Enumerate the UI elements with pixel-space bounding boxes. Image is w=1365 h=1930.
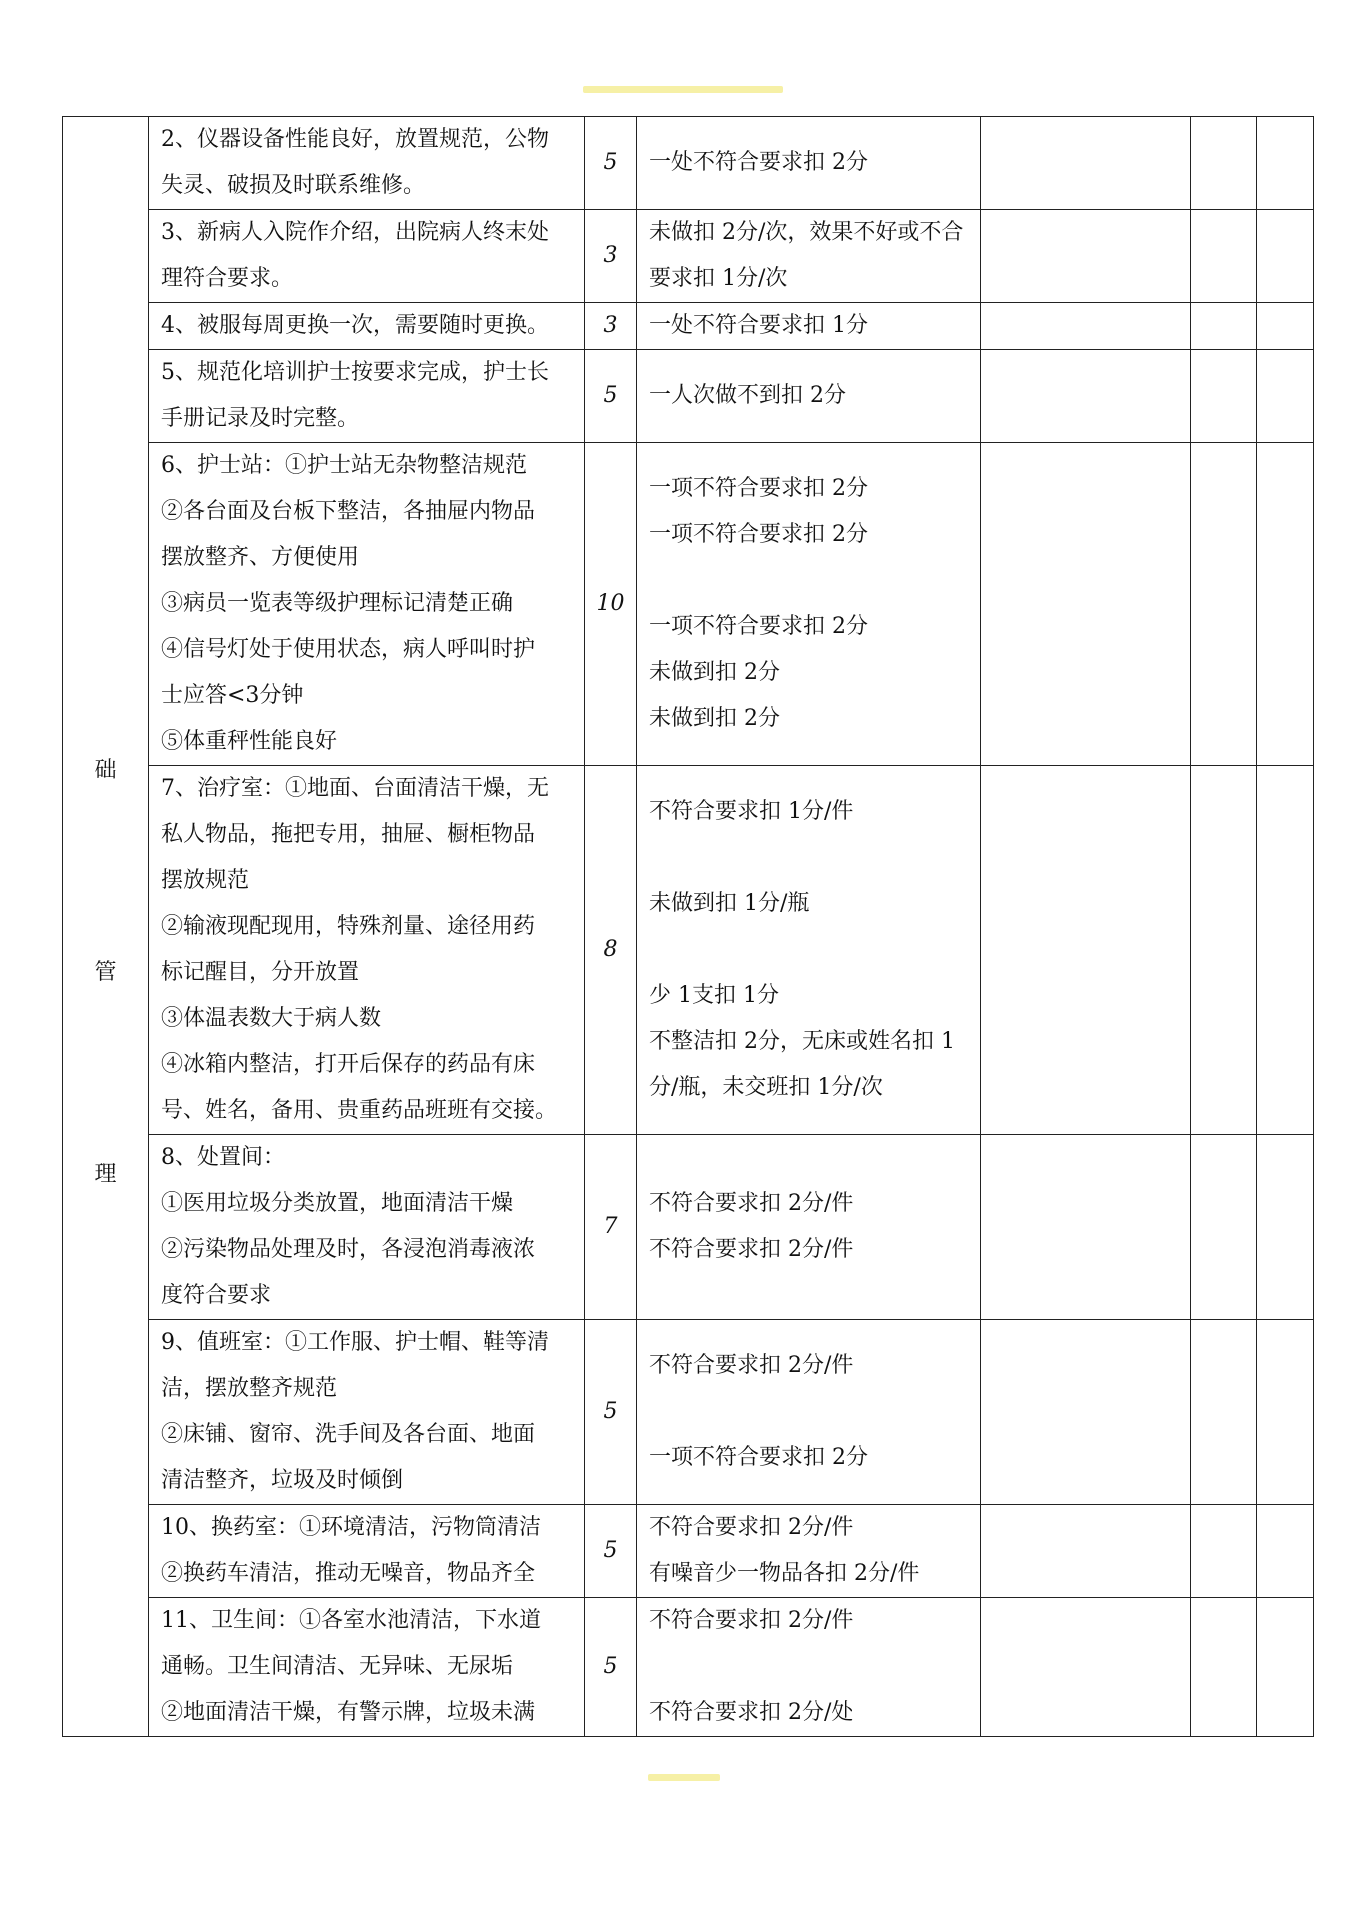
item-description: 5、规范化培训护士按要求完成，护士长 手册记录及时完整。 (149, 350, 585, 443)
item-description: 10、换药室：①环境清洁，污物筒清洁 ②换药车清洁，推动无噪音，物品齐全 (149, 1505, 585, 1598)
blank-cell (1257, 303, 1314, 350)
deduction-rule: 不符合要求扣 1分/件 未做到扣 1分/瓶 少 1支扣 1分 不整洁扣 2分，无床或姓名扣 1 分/瓶，未交班扣 1分/次 (637, 766, 981, 1135)
table-row (63, 117, 1314, 210)
item-score: 8 (585, 766, 637, 1135)
blank-cell (981, 303, 1191, 350)
table-row (63, 1135, 1314, 1320)
deduction-rule: 不符合要求扣 2分/件 有噪音少一物品各扣 2分/件 (637, 1505, 981, 1598)
blank-cell (1191, 350, 1257, 443)
deduction-rule: 未做扣 2分/次，效果不好或不合 要求扣 1分/次 (637, 210, 981, 303)
blank-cell (981, 1505, 1191, 1598)
deduction-rule: 不符合要求扣 2分/件 一项不符合要求扣 2分 (637, 1320, 981, 1505)
item-score: 7 (585, 1135, 637, 1320)
blank-cell (1257, 1598, 1314, 1737)
item-score: 5 (585, 117, 637, 210)
blank-cell (1191, 1135, 1257, 1320)
footer-watermark (648, 1774, 720, 1781)
deduction-rule: 一处不符合要求扣 2分 (637, 117, 981, 210)
blank-cell (981, 443, 1191, 766)
blank-cell (1191, 210, 1257, 303)
item-description: 7、治疗室：①地面、台面清洁干燥，无 私人物品，拖把专用，抽屉、橱柜物品 摆放规范 ②输液现配现用，特殊剂量、途径用药 标记醒目，分开放置 ③体温表数大于病人数 ④冰箱内整洁，打开后保存的药品有床 号、姓名，备用、贵重药品班班有交接。 (149, 766, 585, 1135)
blank-cell (981, 350, 1191, 443)
item-score: 10 (585, 443, 637, 766)
deduction-rule: 一项不符合要求扣 2分 一项不符合要求扣 2分 一项不符合要求扣 2分 未做到扣 2分 未做到扣 2分 (637, 443, 981, 766)
blank-cell (1257, 210, 1314, 303)
item-description: 3、新病人入院作介绍，出院病人终末处 理符合要求。 (149, 210, 585, 303)
category-char: 理 (94, 1161, 117, 1187)
deduction-rule: 一人次做不到扣 2分 (637, 350, 981, 443)
item-description: 6、护士站：①护士站无杂物整洁规范 ②各台面及台板下整洁，各抽屉内物品 摆放整齐、方便使用 ③病员一览表等级护理标记清楚正确 ④信号灯处于使用状态，病人呼叫时护 士应答<3分钟 ⑤体重秤性能良好 (149, 443, 585, 766)
table-row (63, 766, 1314, 1135)
category-char: 础 (94, 757, 117, 783)
blank-cell (981, 1135, 1191, 1320)
blank-cell (1191, 1505, 1257, 1598)
inspection-table (62, 116, 1314, 1737)
item-description: 9、值班室：①工作服、护士帽、鞋等清 洁，摆放整齐规范 ②床铺、窗帘、洗手间及各台面、地面 清洁整齐，垃圾及时倾倒 (149, 1320, 585, 1505)
item-score: 5 (585, 350, 637, 443)
blank-cell (1191, 766, 1257, 1135)
header-watermark (583, 86, 783, 93)
item-score: 3 (585, 210, 637, 303)
blank-cell (1191, 1598, 1257, 1737)
blank-cell (1191, 443, 1257, 766)
item-description: 8、处置间： ①医用垃圾分类放置，地面清洁干燥 ②污染物品处理及时，各浸泡消毒液浓 度符合要求 (149, 1135, 585, 1320)
blank-cell (981, 1598, 1191, 1737)
blank-cell (981, 1320, 1191, 1505)
table-row (63, 210, 1314, 303)
blank-cell (1257, 766, 1314, 1135)
blank-cell (1257, 350, 1314, 443)
blank-cell (1257, 1320, 1314, 1505)
category-char: 管 (94, 959, 117, 985)
blank-cell (1191, 117, 1257, 210)
deduction-rule: 不符合要求扣 2分/件 不符合要求扣 2分/处 (637, 1598, 981, 1737)
table-row (63, 303, 1314, 350)
deduction-rule: 不符合要求扣 2分/件 不符合要求扣 2分/件 (637, 1135, 981, 1320)
blank-cell (1257, 1135, 1314, 1320)
item-description: 2、仪器设备性能良好，放置规范，公物 失灵、破损及时联系维修。 (149, 117, 585, 210)
blank-cell (981, 766, 1191, 1135)
item-score: 5 (585, 1598, 637, 1737)
blank-cell (1257, 443, 1314, 766)
item-score: 5 (585, 1320, 637, 1505)
table-row (63, 1598, 1314, 1737)
table-row (63, 350, 1314, 443)
item-description: 4、被服每周更换一次，需要随时更换。 (149, 303, 585, 350)
item-description: 11、卫生间：①各室水池清洁，下水道 通畅。卫生间清洁、无异味、无尿垢 ②地面清洁干燥，有警示牌，垃圾未满 (149, 1598, 585, 1737)
deduction-rule: 一处不符合要求扣 1分 (637, 303, 981, 350)
blank-cell (981, 210, 1191, 303)
blank-cell (1191, 1320, 1257, 1505)
blank-cell (1257, 117, 1314, 210)
blank-cell (1191, 303, 1257, 350)
category-cell (63, 117, 149, 1737)
table-row (63, 1505, 1314, 1598)
table-row (63, 1320, 1314, 1505)
blank-cell (1257, 1505, 1314, 1598)
item-score: 3 (585, 303, 637, 350)
blank-cell (981, 117, 1191, 210)
item-score: 5 (585, 1505, 637, 1598)
table-row (63, 443, 1314, 766)
